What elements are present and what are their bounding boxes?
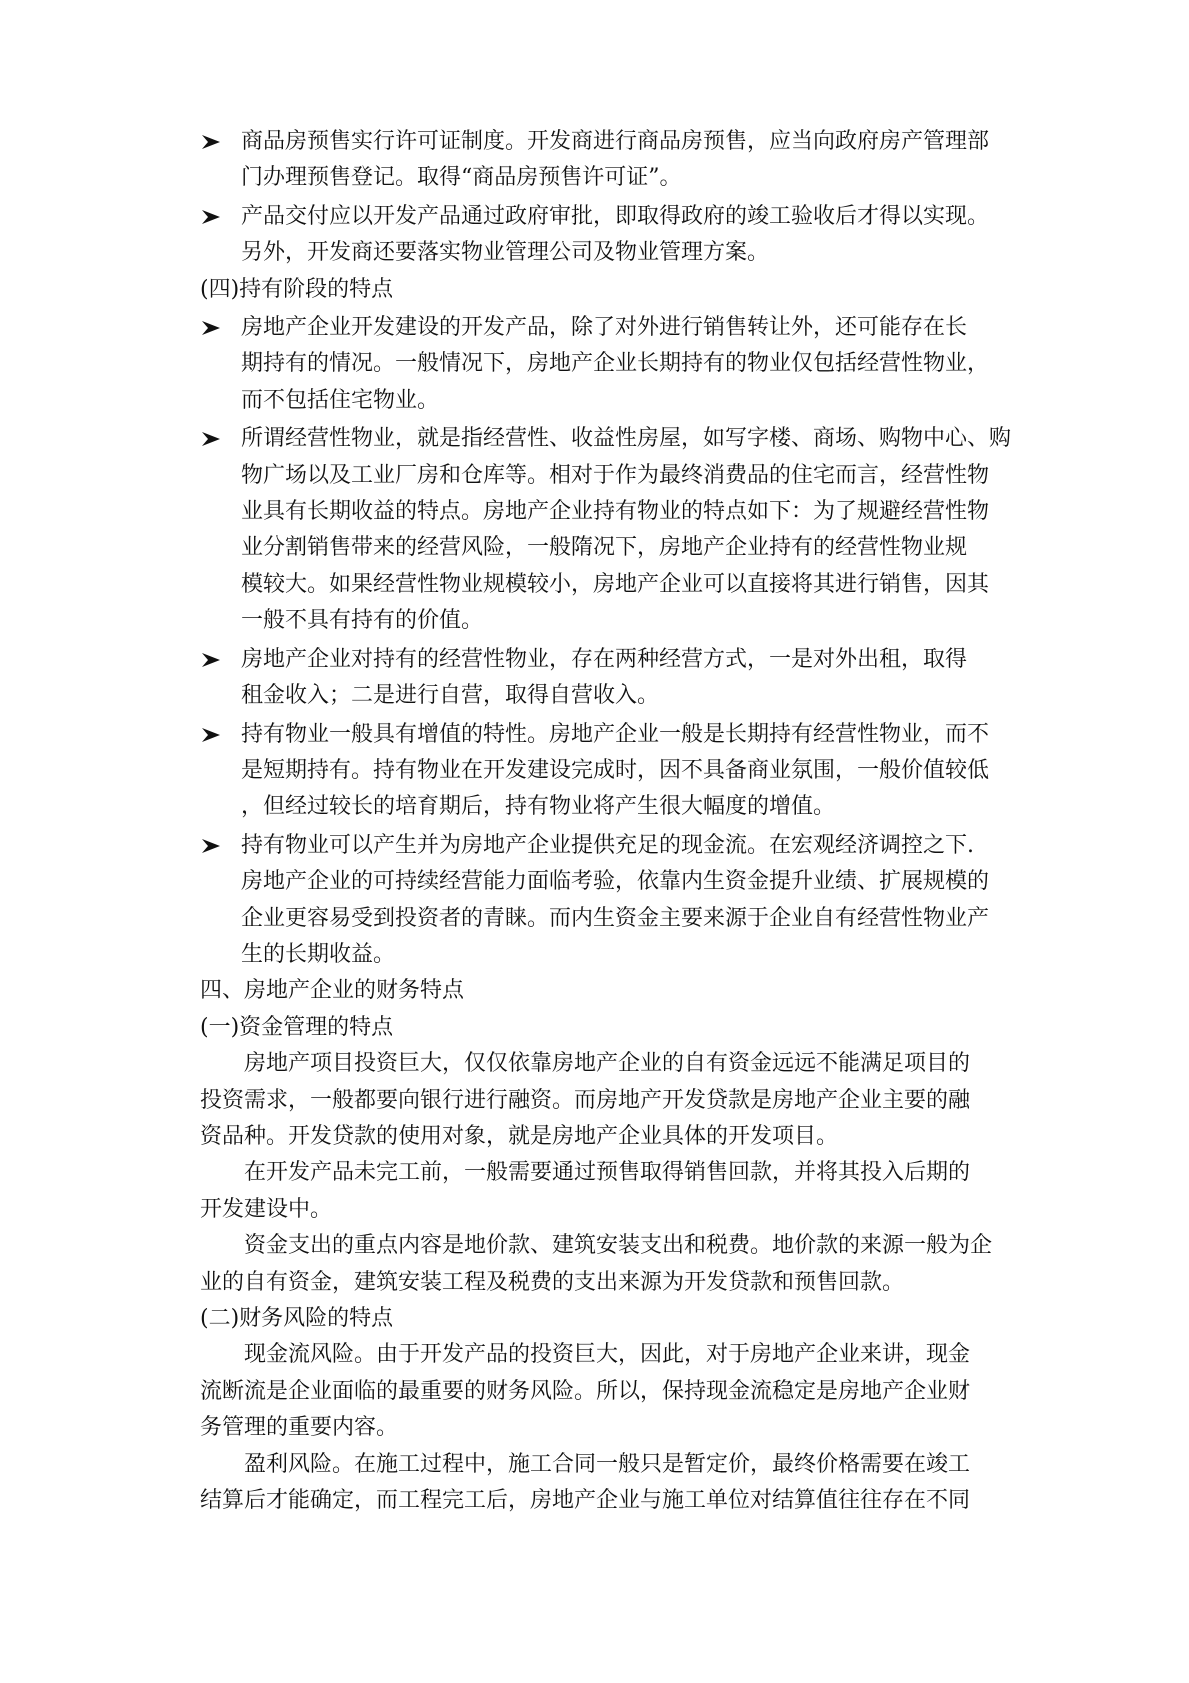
bullet-item <box>200 421 1055 639</box>
bullet-line: 业具有长期收益的特点。房地产企业持有物业的特点如下：为了规避经营性物 <box>241 499 990 525</box>
bullet-line: ，但经过较长的培育期后，持有物业将产生很大幅度的增值。 <box>241 794 836 820</box>
arrow-bullet-icon <box>200 310 228 346</box>
paragraph-line: 业的自有资金，建筑安装工程及税费的支出来源为开发贷款和预售回款。 <box>200 1269 905 1295</box>
bullet-item <box>200 124 1055 197</box>
paragraph-line: 结算后才能确定，而工程完工后，房地产企业与施工单位对结算值往往存在不同 <box>200 1488 971 1514</box>
bullet-line: 企业更容易受到投资者的青睐。而内生资金主要来源于企业自有经营性物业产 <box>241 905 990 931</box>
paragraph <box>200 1155 1055 1228</box>
bullet-item <box>200 828 1055 974</box>
bullet-line: 所谓经营性物业，就是指经营性、收益性房屋，如写字楼、商场、购物中心、购 <box>241 426 1012 452</box>
paragraph-line: 现金流风险。由于开发产品的投资巨大，因此，对于房地产企业来讲，现金 <box>244 1342 971 1368</box>
paragraph <box>200 1046 1055 1155</box>
section-heading: (一)资金管理的特点 <box>200 1014 394 1040</box>
section-heading: (四)持有阶段的特点 <box>200 276 394 302</box>
bullet-item <box>200 310 1055 419</box>
bullet-line: 持有物业可以产生并为房地产企业提供充足的现金流。在宏观经济调控之下. <box>241 832 974 858</box>
paragraph-line: 资品种。开发贷款的使用对象，就是房地产企业具体的开发项目。 <box>200 1123 839 1149</box>
arrow-bullet-icon <box>200 828 228 864</box>
bullet-line: 房地产企业的可持续经营能力面临考验，依靠内生资金提升业绩、扩展规模的 <box>241 869 990 895</box>
bullet-line: 生的长期收益。 <box>241 941 396 967</box>
paragraph <box>200 1447 1055 1520</box>
paragraph-line: 在开发产品未完工前，一般需要通过预售取得销售回款，并将其投入后期的 <box>244 1160 971 1186</box>
paragraph-line: 务管理的重要内容。 <box>200 1415 399 1441</box>
bullet-item <box>200 642 1055 715</box>
paragraph-line: 资金支出的重点内容是地价款、建筑安装支出和税费。地价款的来源一般为企 <box>244 1233 993 1259</box>
section-heading: 四、房地产企业的财务特点 <box>200 978 465 1004</box>
bullet-line: 期持有的情况。一般情况下，房地产企业长期持有的物业仅包括经营性物业， <box>241 351 990 377</box>
arrow-bullet-icon <box>200 421 228 457</box>
bullet-item <box>200 717 1055 826</box>
paragraph-line: 盈利风险。在施工过程中，施工合同一般只是暂定价，最终价格需要在竣工 <box>244 1451 971 1477</box>
bullet-line: 另外，开发商还要落实物业管理公司及物业管理方案。 <box>241 240 770 266</box>
bullet-line: 产品交付应以开发产品通过政府审批，即取得政府的竣工验收后才得以实现。 <box>241 203 990 229</box>
paragraph-line: 流断流是企业面临的最重要的财务风险。所以，保持现金流稳定是房地产企业财 <box>200 1378 971 1404</box>
bullet-line: 是短期持有。持有物业在开发建设完成时，因不具备商业氛围，一般价值较低 <box>241 757 990 783</box>
arrow-bullet-icon <box>200 717 228 753</box>
bullet-line: 持有物业一般具有增值的特性。房地产企业一般是长期持有经营性物业，而不 <box>241 721 990 747</box>
document-body <box>200 122 1055 1519</box>
bullet-line: 业分割销售带来的经营风险，一般隋况下，房地产企业持有的经营性物业规 <box>241 535 968 561</box>
bullet-item <box>200 199 1055 272</box>
bullet-line: 房地产企业开发建设的开发产品，除了对外进行销售转让外，还可能存在长 <box>241 315 968 341</box>
bullet-line: 一般不具有持有的价值。 <box>241 608 484 634</box>
bullet-line: 而不包括住宅物业。 <box>241 387 440 413</box>
bullet-line: 物广场以及工业厂房和仓库等。相对于作为最终消费品的住宅而言，经营性物 <box>241 462 990 488</box>
arrow-bullet-icon <box>200 642 228 678</box>
bullet-line: 模较大。如果经营性物业规模较小，房地产企业可以直接将其进行销售，因其 <box>241 571 990 597</box>
bullet-line: 门办理预售登记。取得“商品房预售许可证”。 <box>241 165 682 191</box>
bullet-line: 房地产企业对持有的经营性物业，存在两种经营方式，一是对外出租，取得 <box>241 646 968 672</box>
arrow-bullet-icon <box>200 124 228 160</box>
bullet-line: 商品房预售实行许可证制度。开发商进行商品房预售，应当向政府房产管理部 <box>241 129 990 154</box>
paragraph-line: 投资需求，一般都要向银行进行融资。而房地产开发贷款是房地产企业主要的融 <box>200 1087 971 1113</box>
paragraph-line: 开发建设中。 <box>200 1196 333 1222</box>
paragraph <box>200 1228 1055 1301</box>
arrow-bullet-icon <box>200 199 228 235</box>
paragraph-line: 房地产项目投资巨大，仅仅依靠房地产企业的自有资金远远不能满足项目的 <box>244 1051 971 1077</box>
bullet-line: 租金收入；二是进行自营，取得自营收入。 <box>241 683 660 709</box>
section-heading: (二)财务风险的特点 <box>200 1306 394 1331</box>
paragraph <box>200 1337 1055 1446</box>
